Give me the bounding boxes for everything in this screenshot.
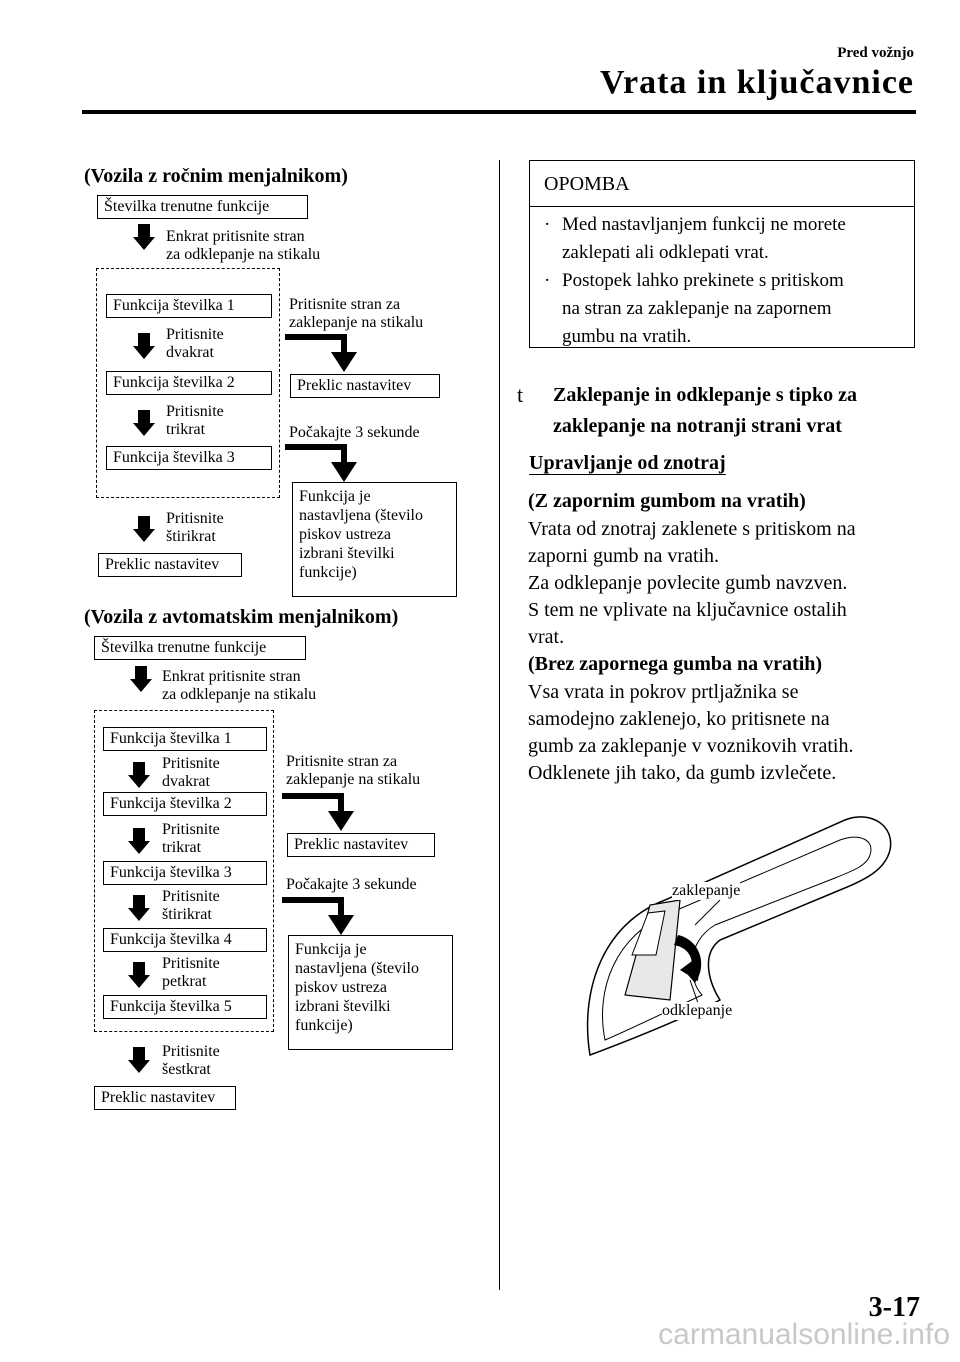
auto-function-5-box: Funkcija številka 5 bbox=[103, 995, 267, 1019]
bent-arrow-icon bbox=[285, 334, 365, 374]
manual-wait-label: Počakajte 3 sekunde bbox=[289, 424, 420, 441]
down-arrow-icon bbox=[128, 828, 150, 854]
down-arrow-icon bbox=[133, 410, 155, 436]
down-arrow-icon bbox=[130, 666, 152, 692]
manual-thrice-label: Pritisnite trikrat bbox=[166, 403, 224, 438]
manual-cancel-box: Preklic nastavitev bbox=[98, 553, 242, 577]
manual-function-set-box: Funkcija je nastavljena (število piskov ustreza izbrani številki funkcije) bbox=[292, 482, 457, 597]
header-rule bbox=[82, 110, 916, 114]
down-arrow-icon bbox=[128, 1047, 150, 1073]
page-title: Vrata in ključavnice bbox=[599, 64, 914, 101]
manual-function-1-box: Funkcija številka 1 bbox=[106, 294, 272, 318]
auto-function-1-box: Funkcija številka 1 bbox=[103, 727, 267, 751]
door-handle-illustration bbox=[570, 805, 900, 1065]
auto-five-times-label: Pritisnite petkrat bbox=[162, 955, 220, 990]
lock-label: zaklepanje bbox=[672, 882, 741, 899]
auto-function-4-box: Funkcija številka 4 bbox=[103, 928, 267, 952]
auto-twice-label: Pritisnite dvakrat bbox=[162, 755, 220, 790]
auto-press-once-label: Enkrat pritisnite stran za odklepanje na stikalu bbox=[162, 668, 317, 703]
column-divider bbox=[499, 160, 500, 1290]
auto-current-function-box: Številka trenutne funkcije bbox=[94, 636, 306, 660]
manual-lock-side-label: Pritisnite stran za zaklepanje na stikalu bbox=[289, 296, 424, 331]
auto-wait-label: Počakajte 3 sekunde bbox=[286, 876, 417, 893]
manual-function-3-box: Funkcija številka 3 bbox=[106, 446, 272, 470]
auto-cancel-box: Preklic nastavitev bbox=[94, 1086, 236, 1110]
down-arrow-icon bbox=[128, 895, 150, 921]
manual-press-once-label: Enkrat pritisnite stran za odklepanje na stikalu bbox=[166, 228, 321, 263]
manual-current-function-box: Številka trenutne funkcije bbox=[97, 195, 308, 219]
bullet: · bbox=[544, 214, 551, 235]
down-arrow-icon bbox=[128, 762, 150, 788]
note-item: · Med nastavljanjem funkcij ne morete zaklepati ali odklepati vrat. bbox=[544, 211, 904, 267]
section-label: Pred vožnjo bbox=[837, 45, 914, 61]
knob-paragraph: Vrata od znotraj zaklenete s pritiskom na zaporni gumb na vratih. Za odklepanje povlecite gumb navzven. S tem ne vplivate na ključavnice ostalih vrat. bbox=[528, 518, 856, 648]
no-knob-heading: (Brez zapornega gumba na vratih) bbox=[528, 653, 823, 675]
bent-arrow-icon bbox=[285, 444, 365, 484]
auto-four-times-label: Pritisnite štirikrat bbox=[162, 888, 220, 923]
manual-four-times-label: Pritisnite štirikrat bbox=[166, 510, 224, 545]
auto-heading: (Vozila z avtomatskim menjalnikom) bbox=[84, 606, 399, 628]
bent-arrow-icon bbox=[282, 793, 362, 833]
manual-heading: (Vozila z ročnim menjalnikom) bbox=[84, 165, 348, 187]
auto-lock-side-label: Pritisnite stran za zaklepanje na stikalu bbox=[286, 753, 421, 788]
down-arrow-icon bbox=[128, 962, 150, 988]
page-number: 3-17 bbox=[868, 1292, 920, 1323]
subsection-heading: Upravljanje od znotraj bbox=[529, 452, 726, 474]
note-box bbox=[529, 160, 915, 348]
bullet: · bbox=[544, 270, 551, 291]
section-title: Zaklepanje in odklepanje s tipko za zaklepanje na notranji strani vrat bbox=[553, 384, 857, 437]
auto-cancel-right-box: Preklic nastavitev bbox=[287, 833, 435, 857]
manual-twice-label: Pritisnite dvakrat bbox=[166, 326, 224, 361]
auto-function-set-box: Funkcija je nastavljena (število piskov ustreza izbrani številki funkcije) bbox=[288, 935, 453, 1050]
section-marker: t bbox=[517, 382, 524, 407]
down-arrow-icon bbox=[133, 224, 155, 250]
auto-six-times-label: Pritisnite šestkrat bbox=[162, 1043, 220, 1078]
manual-cancel-right-box: Preklic nastavitev bbox=[290, 374, 440, 398]
down-arrow-icon bbox=[133, 516, 155, 542]
auto-function-2-box: Funkcija številka 2 bbox=[103, 792, 267, 816]
auto-thrice-label: Pritisnite trikrat bbox=[162, 821, 220, 856]
note-item: · Postopek lahko prekinete s pritiskom na stran za zaklepanje na zapornem gumbu na vratih. bbox=[544, 267, 904, 351]
watermark: carmanualsonline.info bbox=[658, 1318, 950, 1351]
note-title: OPOMBA bbox=[530, 161, 914, 207]
bent-arrow-icon bbox=[282, 897, 362, 937]
unlock-label: odklepanje bbox=[662, 1002, 733, 1019]
manual-function-2-box: Funkcija številka 2 bbox=[106, 371, 272, 395]
knob-heading: (Z zapornim gumbom na vratih) bbox=[528, 490, 806, 512]
auto-function-3-box: Funkcija številka 3 bbox=[103, 861, 267, 885]
down-arrow-icon bbox=[133, 333, 155, 359]
no-knob-paragraph: Vsa vrata in pokrov prtljažnika se samodejno zaklenejo, ko pritisnete na gumb za zaklepanje v voznikovih vratih. Odklenete jih tako, da gumb izvlečete. bbox=[528, 681, 854, 784]
